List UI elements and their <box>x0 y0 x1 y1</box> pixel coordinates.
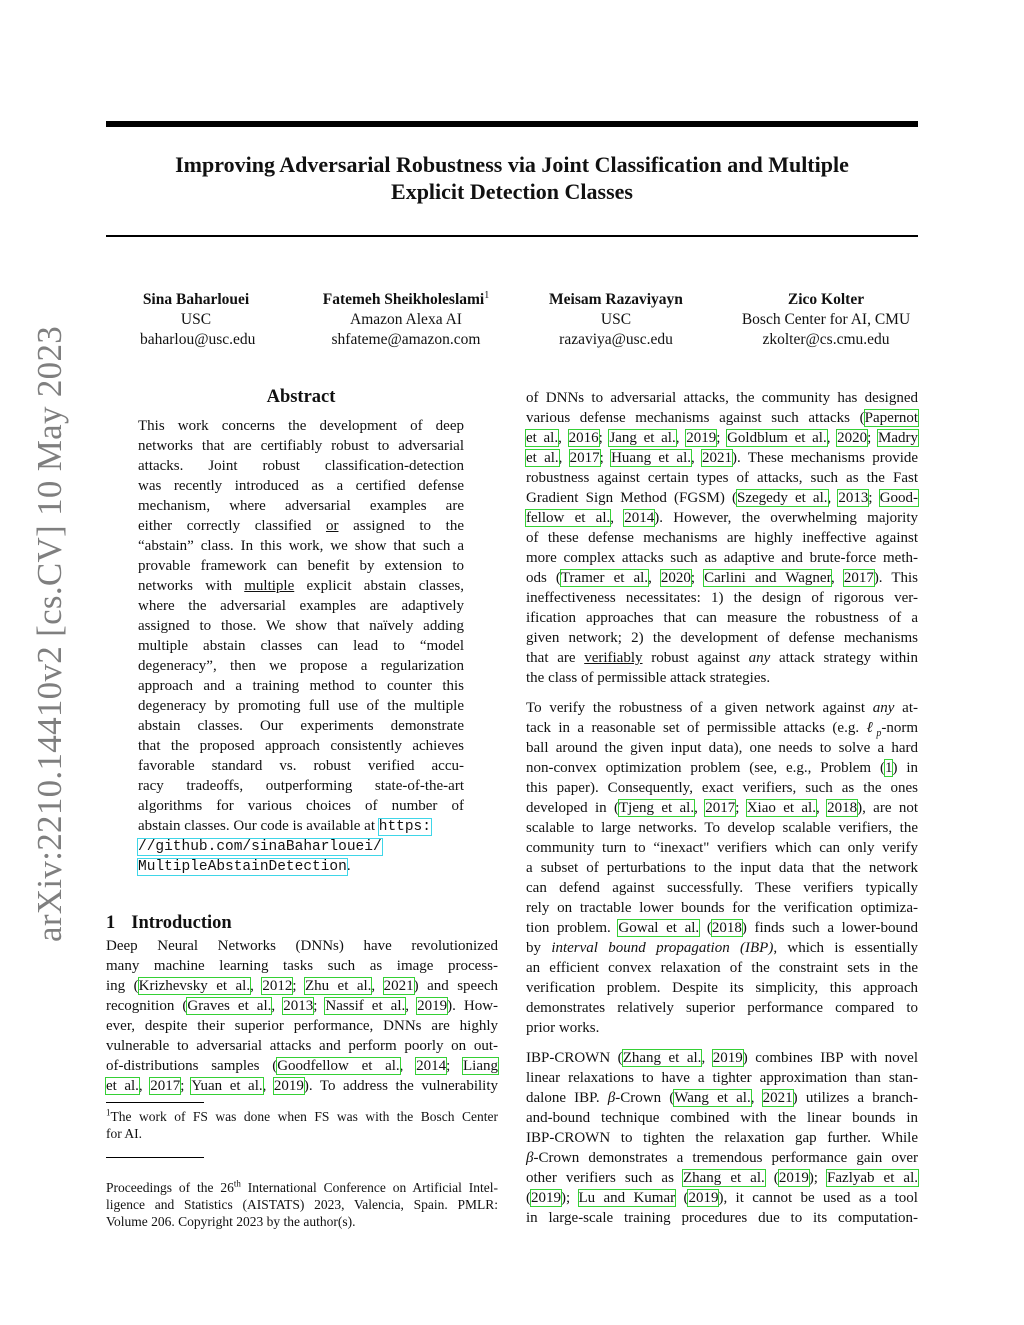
intro-line: many machine learning tasks such as image process- <box>106 958 498 974</box>
author-name: Meisam Razaviyayn <box>549 291 683 308</box>
citation-link[interactable]: Good- <box>879 490 919 506</box>
author-email: shfateme@amazon.com <box>331 331 481 348</box>
body-line: an efficient convex relaxation of the constraint sets in the <box>526 960 918 976</box>
body-line: linear relaxations to have a tighter approximation than stan- <box>526 1070 918 1086</box>
citation-link[interactable]: 2018 <box>827 800 858 816</box>
citation-link[interactable]: et al. <box>106 1078 139 1094</box>
author-name: Sina Baharlouei <box>142 291 250 308</box>
citation-link[interactable]: Carlini and Wagner <box>704 570 831 586</box>
citation-link[interactable]: Huang et al. <box>611 450 691 466</box>
citation-link[interactable]: Liang <box>463 1058 498 1074</box>
body-line: can defend against successfully. These verifiers typically <box>526 880 918 896</box>
author-affiliation: Bosch Center for AI, CMU <box>741 311 911 328</box>
title-line-2: Explicit Detection Classes <box>391 179 633 204</box>
footnote-mark[interactable]: 1 <box>484 289 490 301</box>
citation-link[interactable]: 2019 <box>688 1190 719 1206</box>
body-line: rely on tractable lower bounds for the verification optimiza- <box>526 900 918 916</box>
citation-link[interactable]: Madry <box>878 430 919 446</box>
citation-link[interactable]: 2019 <box>686 430 717 446</box>
body-line: To verify the robustness of a given network against any at- <box>526 700 918 716</box>
emphasis-or: or <box>325 518 339 534</box>
citation-link[interactable]: Jang et al. <box>609 430 676 446</box>
body-line: ification approaches that can measure the robustness of a <box>526 610 918 626</box>
author-name: Zico Kolter <box>787 291 865 308</box>
emphasis-multiple: multiple <box>244 578 295 594</box>
body-line: given network; 2) the development of defense mechanisms <box>526 630 918 646</box>
citation-link[interactable]: Krizhevsky et al. <box>138 978 251 994</box>
body-line: non-convex optimization problem (see, e.g., Problem (1) in <box>526 760 918 776</box>
body-line: Gradient Sign Method (FGSM) (Szegedy et al., 2013; Good- <box>526 490 919 506</box>
citation-link[interactable]: Nassif et al. <box>325 998 406 1014</box>
abstract-line: algorithms for various choices of number of <box>138 798 464 814</box>
citation-link[interactable]: 2016 <box>568 430 599 446</box>
author-affiliation: USC <box>180 311 212 328</box>
body-line: et al., 2016; Jang et al., 2019; Goldblum et al., 2020; Madry <box>526 430 919 446</box>
body-line: a subset of perturbations to the input data that the network <box>526 860 918 876</box>
body-line: scalable to large networks. To develop scalable verifiers, the <box>526 820 918 836</box>
citation-link[interactable]: 2021 <box>383 978 414 994</box>
body-line: tack in a reasonable set of permissible attacks (e.g. ℓ$_p$-norm <box>526 720 918 739</box>
body-line: that are verifiably robust against any attack strategy within <box>526 650 918 666</box>
abstract-line: where the adversarial examples are adaptively <box>138 598 464 614</box>
author-1 <box>140 290 256 350</box>
proceedings-rule <box>106 1157 204 1158</box>
body-line: IBP-CROWN to tighten the relaxation gap further. While <box>526 1130 918 1146</box>
abstract-line: “abstain” class. In this work, we show that such a <box>138 538 464 554</box>
body-line: IBP-CROWN (Zhang et al., 2019) combines IBP with novel <box>526 1050 919 1066</box>
body-line: other verifiers such as Zhang et al. (2019); Fazlyab et al. <box>526 1170 918 1186</box>
author-name: Fatemeh Sheikholeslami$^1$ <box>322 289 490 308</box>
footnote-mark: 1 <box>106 1107 111 1118</box>
citation-link[interactable]: Wang et al. <box>674 1090 751 1106</box>
body-line: the class of permissible attack strategies. <box>526 670 771 686</box>
citation-link[interactable]: 2020 <box>837 430 868 446</box>
title-line-1: Improving Adversarial Robustness via Joint Classification and Multiple <box>175 152 849 177</box>
abstract-line: abstain classes. Our experiments demonstrate <box>138 718 464 734</box>
footnote-line: $^1$The work of FS was done when FS was with the Bosch Center <box>106 1107 498 1124</box>
abstract-line: attacks. Joint robust classification-detection <box>138 458 464 474</box>
body-line: by interval bound propagation (IBP), which is essentially <box>526 940 918 956</box>
arxiv-identifier[interactable]: arXiv:2210.14410v2 [cs.CV] 10 May 2023 <box>30 325 69 942</box>
citation-link[interactable]: 2017 <box>843 570 874 586</box>
citation-link[interactable]: Fazlyab et al. <box>827 1170 918 1186</box>
author-4 <box>724 290 928 350</box>
citation-link[interactable]: Goldblum et al. <box>727 430 827 446</box>
body-line: verification problem. Despite its simplicity, this approach <box>526 980 918 996</box>
intro-line: vulnerable to adversarial attacks and perform poorly on out- <box>106 1038 498 1054</box>
abstract-line: multiple abstain classes can lead to “model <box>138 638 464 654</box>
body-line: various defense mechanisms against such attacks (Papernot <box>526 410 918 426</box>
citation-link[interactable]: Zhang et al. <box>622 1050 702 1066</box>
citation-link[interactable]: 2014 <box>416 1058 447 1074</box>
proceedings-line: Proceedings of the 26th International Conference on Artificial Intel- <box>106 1178 498 1195</box>
abstract-line: either correctly classified or assigned to the <box>138 518 464 534</box>
citation-link[interactable]: Papernot <box>864 410 918 426</box>
citation-link[interactable]: Yuan et al. <box>191 1078 263 1094</box>
title-rule-bottom <box>106 235 918 237</box>
proceedings-line: ligence and Statistics (AISTATS) 2023, Valencia, Spain. PMLR: <box>106 1197 498 1212</box>
citation-link[interactable]: Xiao et al. <box>746 800 816 816</box>
citation-link[interactable]: Tjeng et al. <box>619 800 695 816</box>
citation-link[interactable]: 2012 <box>262 978 293 994</box>
body-line: of DNNs to adversarial attacks, the community has designed <box>526 390 918 406</box>
citation-link[interactable]: Gowal et al. <box>618 920 700 936</box>
section-number: 1 <box>106 913 116 933</box>
equation-link[interactable]: 1 <box>884 760 893 776</box>
citation-link[interactable]: 2017 <box>705 800 736 816</box>
citation-link[interactable]: 2021 <box>762 1090 793 1106</box>
citation-link[interactable]: 2019 <box>417 998 448 1014</box>
abstract-line: degeneracy by promoting full use of the multiple <box>138 698 464 714</box>
citation-link[interactable]: Goodfellow et al. <box>277 1058 400 1074</box>
citation-link[interactable]: 2021 <box>702 450 733 466</box>
citation-link[interactable]: 2019 <box>273 1078 304 1094</box>
citation-link[interactable]: 2020 <box>660 570 691 586</box>
paper-title <box>106 151 918 205</box>
intro-line: et al., 2017; Yuan et al., 2019). To address the vulnerability <box>106 1078 499 1094</box>
body-line: (2019); Lu and Kumar (2019), it cannot be used as a tool <box>526 1190 918 1206</box>
body-line: demonstrates relatively superior performance compared to <box>526 1000 918 1016</box>
body-line: ods (Tramer et al., 2020; Carlini and Wagner, 2017). This <box>526 570 919 586</box>
author-affiliation: Amazon Alexa AI <box>350 311 462 328</box>
citation-link[interactable]: 2019 <box>712 1050 743 1066</box>
code-url-link[interactable]: MultipleAbstainDetection <box>138 859 347 875</box>
citation-link[interactable]: Lu and Kumar <box>578 1190 676 1206</box>
abstract-line <box>138 836 464 857</box>
abstract-line: approach and a training method to counter this <box>138 678 464 694</box>
footnote-line: for AI. <box>106 1126 142 1141</box>
citation-link[interactable]: 2018 <box>711 920 742 936</box>
citation-link[interactable]: et al. <box>526 450 559 466</box>
author-3 <box>536 290 696 350</box>
intro-line: Deep Neural Networks (DNNs) have revolutionized <box>106 938 498 954</box>
body-line: community turn to “inexact" verifiers which can only verify <box>526 840 918 856</box>
abstract-line: mechanism, where adversarial examples are <box>138 498 464 514</box>
author-email: baharlou@usc.edu <box>140 331 256 348</box>
intro-line: ing (Krizhevsky et al., 2012; Zhu et al., 2021) and speech <box>106 978 499 994</box>
proceedings-line: Volume 206. Copyright 2023 by the author(s). <box>106 1214 356 1229</box>
author-email: zkolter@cs.cmu.edu <box>762 331 890 348</box>
abstract-line: favorable standard vs. robust verified accu- <box>138 758 464 774</box>
body-line: tion problem. Gowal et al. (2018) finds such a lower-bound <box>526 920 919 936</box>
intro-line: of-distributions samples (Goodfellow et al., 2014; Liang <box>106 1058 498 1074</box>
citation-link[interactable]: 2013 <box>838 490 869 506</box>
abstract-line: assigned to those. We show that naïvely adding <box>138 618 464 634</box>
abstract-line: This work concerns the development of deep <box>138 418 464 434</box>
citation-link[interactable]: 2019 <box>778 1170 809 1186</box>
author-affiliation: USC <box>600 311 632 328</box>
citation-link[interactable]: 2019 <box>531 1190 561 1206</box>
citation-link[interactable]: fellow et al. <box>526 510 611 526</box>
body-line: fellow et al., 2014). However, the overwhelming majority <box>526 510 918 526</box>
abstract-line: networks that are certifiably robust to adversarial <box>138 438 464 454</box>
abstract-line: abstain classes. Our code is available at https: <box>138 818 431 835</box>
code-url-link[interactable]: https: <box>378 819 431 835</box>
body-line: of these defense mechanisms are highly ineffective against <box>526 530 918 546</box>
footnote-rule <box>106 1102 204 1103</box>
abstract-line: was recently introduced as a certified defense <box>138 478 464 494</box>
citation-link[interactable]: Tramer et al. <box>560 570 649 586</box>
body-line: in large-scale training procedures due to its computation- <box>526 1210 918 1226</box>
body-line: robustness against certain types of attacks, such as the Fast <box>526 470 918 486</box>
citation-link[interactable]: et al. <box>526 430 559 446</box>
body-line: ineffectiveness necessitates: 1) the design of rigorous ver- <box>526 590 918 606</box>
citation-link[interactable]: Szegedy et al. <box>737 490 828 506</box>
body-line: developed in (Tjeng et al., 2017; Xiao et al., 2018), are not <box>526 800 919 816</box>
abstract-line: that the proposed approach consistently achieves <box>138 738 464 754</box>
citation-link[interactable]: 2014 <box>624 510 655 526</box>
abstract-line: degeneracy”, then we propose a regularization <box>138 658 464 674</box>
body-line: prior works. <box>526 1020 600 1036</box>
citation-link[interactable]: Zhu et al. <box>304 978 372 994</box>
citation-link[interactable]: Graves et al. <box>187 998 272 1014</box>
body-line: and-bound technique combined with the linear bounds in <box>526 1110 918 1126</box>
body-line: et al., 2017; Huang et al., 2021). These mechanisms provide <box>526 450 919 466</box>
abstract-heading: Abstract <box>266 387 336 407</box>
section-title: Introduction <box>131 913 232 933</box>
body-line: ball around the given input data), one needs to solve a hard <box>526 740 918 756</box>
code-url-link[interactable]: //github.com/sinaBaharlouei/ <box>138 839 382 855</box>
abstract-line: racy tradeoffs, outperforming state-of-the-art <box>138 778 464 794</box>
author-2 <box>306 290 506 350</box>
citation-link[interactable]: 2013 <box>283 998 314 1014</box>
body-line: β-Crown demonstrates a tremendous performance gain over <box>526 1150 918 1166</box>
abstract-line: provable framework can benefit by extension to <box>138 558 464 574</box>
title-rule-top <box>106 121 918 127</box>
author-email: razaviya@usc.edu <box>559 331 673 348</box>
citation-link[interactable]: 2017 <box>569 450 600 466</box>
body-line: this paper). Consequently, exact verifiers, such as the ones <box>526 780 918 796</box>
citation-link[interactable]: 2017 <box>150 1078 181 1094</box>
intro-line: ever, despite their superior performance, DNNs are highly <box>106 1018 498 1034</box>
abstract-line: networks with multiple explicit abstain classes, <box>138 578 464 594</box>
citation-link[interactable]: Zhang et al. <box>682 1170 765 1186</box>
section-heading-introduction <box>106 911 232 935</box>
author-block <box>106 290 918 354</box>
abstract-line: MultipleAbstainDetection. <box>138 858 351 875</box>
body-line: dalone IBP. β-Crown (Wang et al., 2021) utilizes a branch- <box>526 1090 919 1106</box>
body-line: more complex attacks such as adaptive and brute-force meth- <box>526 550 918 566</box>
intro-line: recognition (Graves et al., 2013; Nassif et al., 2019). How- <box>106 998 499 1014</box>
